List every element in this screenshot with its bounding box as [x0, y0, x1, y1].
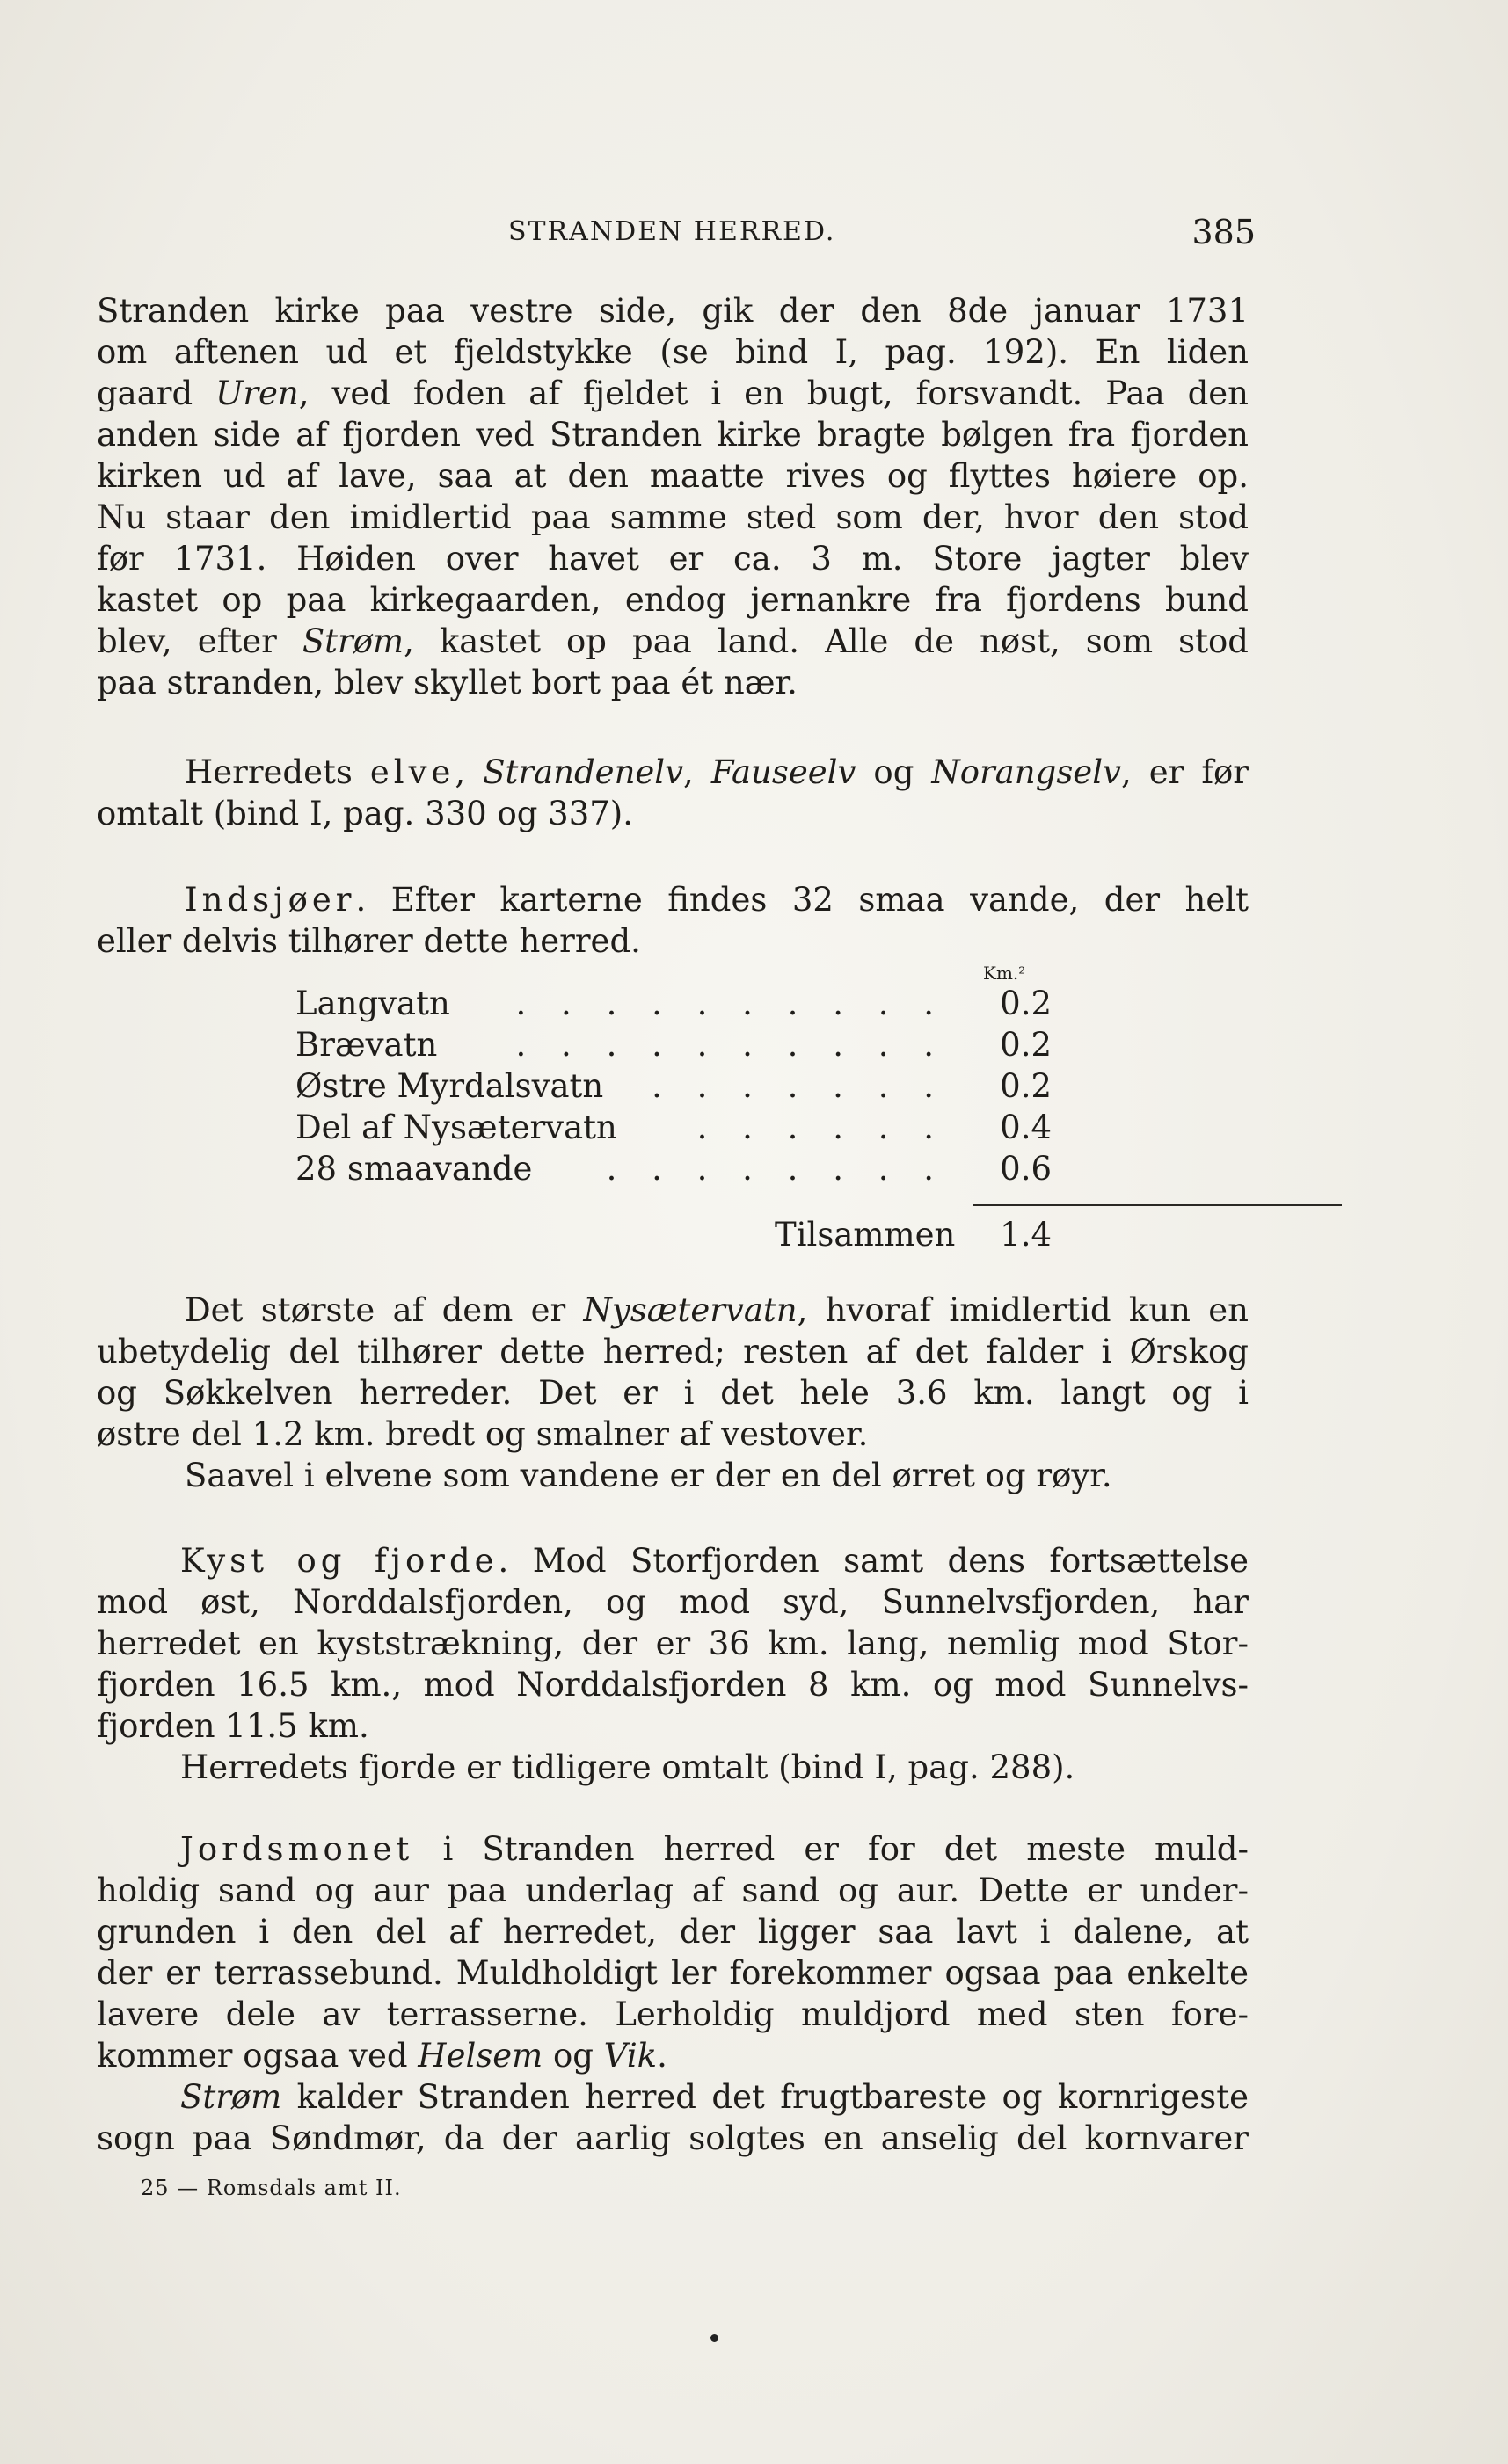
text-line: fjorden 16.5 km., mod Norddalsfjorden 8 km. og mod Sunnelvs- [97, 1666, 1249, 1704]
text-line [97, 2076, 1249, 2118]
paragraph-soil [97, 1828, 1249, 2159]
text-run: , er før [1120, 753, 1249, 791]
text-line: blev, efter Strøm, kastet op paa land. Alle de nøst, som stod [97, 622, 1249, 660]
page-number: 385 [1191, 213, 1256, 251]
text-line [97, 2035, 1249, 2076]
text-line [97, 879, 1249, 920]
lake-area: 0.2 [1000, 1067, 1052, 1105]
text-line: Stranden kirke paa vestre side, gik der den 8de januar 1731 [97, 292, 1249, 330]
text-line: før 1731. Høiden over havet er ca. 3 m. Store jagter blev [97, 540, 1249, 578]
lake-name: Østre Myrdalsvatn [295, 1067, 604, 1105]
running-head: STRANDEN HERRED. [508, 216, 836, 247]
lake-name: Brævatn [295, 1026, 438, 1064]
text-line: gaard Uren, ved foden af fjeldet i en bugt, forsvandt. Paa den [97, 374, 1249, 412]
lake-name: 28 smaavande [295, 1150, 533, 1188]
section-keyword: Jordsmonet [180, 1830, 414, 1868]
text-run: Det største af dem er [185, 1291, 584, 1329]
text-run: kommer ogsaa ved [97, 2037, 419, 2075]
text-line: lavere dele av terrasserne. Lerholdig muldjord med sten fore- [97, 1995, 1249, 2033]
lake-name: Langvatn [295, 985, 450, 1022]
text-run: . Efter karterne findes 32 smaa vande, der helt [355, 881, 1249, 919]
text-run: , [455, 753, 484, 791]
lake-nysaetervatn: Nysætervatn [583, 1291, 798, 1329]
text-line: grunden i den del af herredet, der ligger saa lavt i dalene, at [97, 1913, 1249, 1951]
paragraph-lakes [97, 879, 1249, 962]
page-header [95, 209, 1256, 262]
text-line: østre del 1.2 km. bredt og smalner af vestover. [97, 1415, 869, 1453]
text-line: Saavel i elvene som vandene er der en del ørret og røyr. [185, 1457, 1112, 1494]
text-run: og [543, 2037, 604, 2075]
text-line: holdig sand og aur paa underlag af sand og aur. Dette er under- [97, 1872, 1249, 1909]
text-line [97, 1540, 1249, 1581]
lake-row [295, 985, 1052, 1026]
leader-dots: . . . . . . [696, 1108, 946, 1146]
lake-row [295, 1067, 1052, 1108]
lake-row [295, 1108, 1052, 1150]
text-line: mod øst, Norddalsfjorden, og mod syd, Sunnelvsfjorden, har [97, 1583, 1249, 1621]
section-keyword: Kyst og fjorde [180, 1542, 499, 1580]
text-line: der er terrassebund. Muldholdigt ler forekommer ogsaa paa enkelte [97, 1954, 1249, 1992]
text-line: sogn paa Søndmør, da der aarlig solgtes en anselig del kornvarer [97, 2119, 1249, 2157]
text-line: kastet op paa kirkegaarden, endog jernankre fra fjordens bund [97, 581, 1249, 619]
paragraph-coast-fjords [97, 1540, 1249, 1788]
signature-mark: 25 — Romsdals amt II. [141, 2176, 402, 2200]
leader-dots: . . . . . . . . . . [515, 1026, 946, 1064]
place-vik: Vik [603, 2037, 658, 2075]
total-label: Tilsammen [775, 1216, 956, 1254]
ink-speck [710, 2334, 718, 2342]
paragraph-church-avalanche [97, 290, 1249, 703]
section-keyword: elve [369, 753, 455, 791]
leader-dots: . . . . . . . [652, 1067, 946, 1105]
lake-area: 0.2 [1000, 1026, 1052, 1064]
text-run: , hvoraf imidlertid kun en [797, 1291, 1249, 1329]
leader-dots: . . . . . . . . [606, 1150, 946, 1188]
text-line [97, 1290, 1249, 1331]
text-line: om aftenen ud et fjeldstykke (se bind I, pag. 192). En liden [97, 333, 1249, 371]
author-strom: Strøm [302, 622, 404, 660]
text-line [97, 1828, 1249, 1870]
river-fauseelv: Fauseelv [710, 753, 856, 791]
text-line: og Søkkelven herreder. Det er i det hele 3.6 km. langt og i [97, 1374, 1249, 1412]
text-run: , [683, 753, 711, 791]
leader-dots: . . . . . . . . . . [515, 985, 946, 1022]
lake-row [295, 1026, 1052, 1067]
paragraph-largest-lake [97, 1290, 1249, 1496]
lake-name: Del af Nysætervatn [295, 1108, 617, 1146]
section-keyword: Indsjøer [185, 881, 356, 919]
text-run: Herredets [185, 753, 370, 791]
text-line: ubetydelig del tilhører dette herred; resten af det falder i Ørskog [97, 1333, 1249, 1370]
text-run: . [657, 2037, 667, 2075]
text-line: Herredets fjorde er tidligere omtalt (bind I, pag. 288). [180, 1748, 1075, 1786]
text-line: fjorden 11.5 km. [97, 1707, 369, 1745]
total-value: 1.4 [1000, 1216, 1052, 1254]
text-run: i Stranden herred er for det meste muld- [413, 1830, 1249, 1868]
unit-label: Km.² [983, 963, 1026, 984]
text-run: . Mod Storfjorden samt dens fortsættelse [498, 1542, 1249, 1580]
text-line [97, 752, 1249, 793]
lake-area: 0.6 [1000, 1150, 1052, 1188]
text-line: anden side af fjorden ved Stranden kirke bragte bølgen fra fjorden [97, 416, 1249, 454]
lake-area: 0.4 [1000, 1108, 1052, 1146]
text-line: kirken ud af lave, saa at den maatte rives og flyttes høiere op. [97, 457, 1249, 495]
text-line: Nu staar den imidlertid paa samme sted som der, hvor den stod [97, 498, 1249, 536]
lake-row [295, 1150, 1052, 1191]
text-line: paa stranden, blev skyllet bort paa ét nær. [97, 664, 798, 701]
text-line: eller delvis tilhører dette herred. [97, 922, 641, 960]
text-run: kalder Stranden herred det frugtbareste og kornrigeste [281, 2078, 1249, 2116]
river-strandenelv: Strandenelv [483, 753, 684, 791]
text-line: herredet en kyststrækning, der er 36 km. lang, nemlig mod Stor- [97, 1624, 1249, 1662]
text-run: og [856, 753, 932, 791]
place-uren: Uren [215, 374, 299, 412]
place-helsem: Helsem [418, 2037, 543, 2075]
river-norangselv: Norangselv [931, 753, 1121, 791]
paragraph-rivers [97, 752, 1249, 834]
sum-rule [973, 1204, 1342, 1206]
author-strom: Strøm [180, 2078, 282, 2116]
text-line: omtalt (bind I, pag. 330 og 337). [97, 795, 633, 832]
lake-area: 0.2 [1000, 985, 1052, 1022]
